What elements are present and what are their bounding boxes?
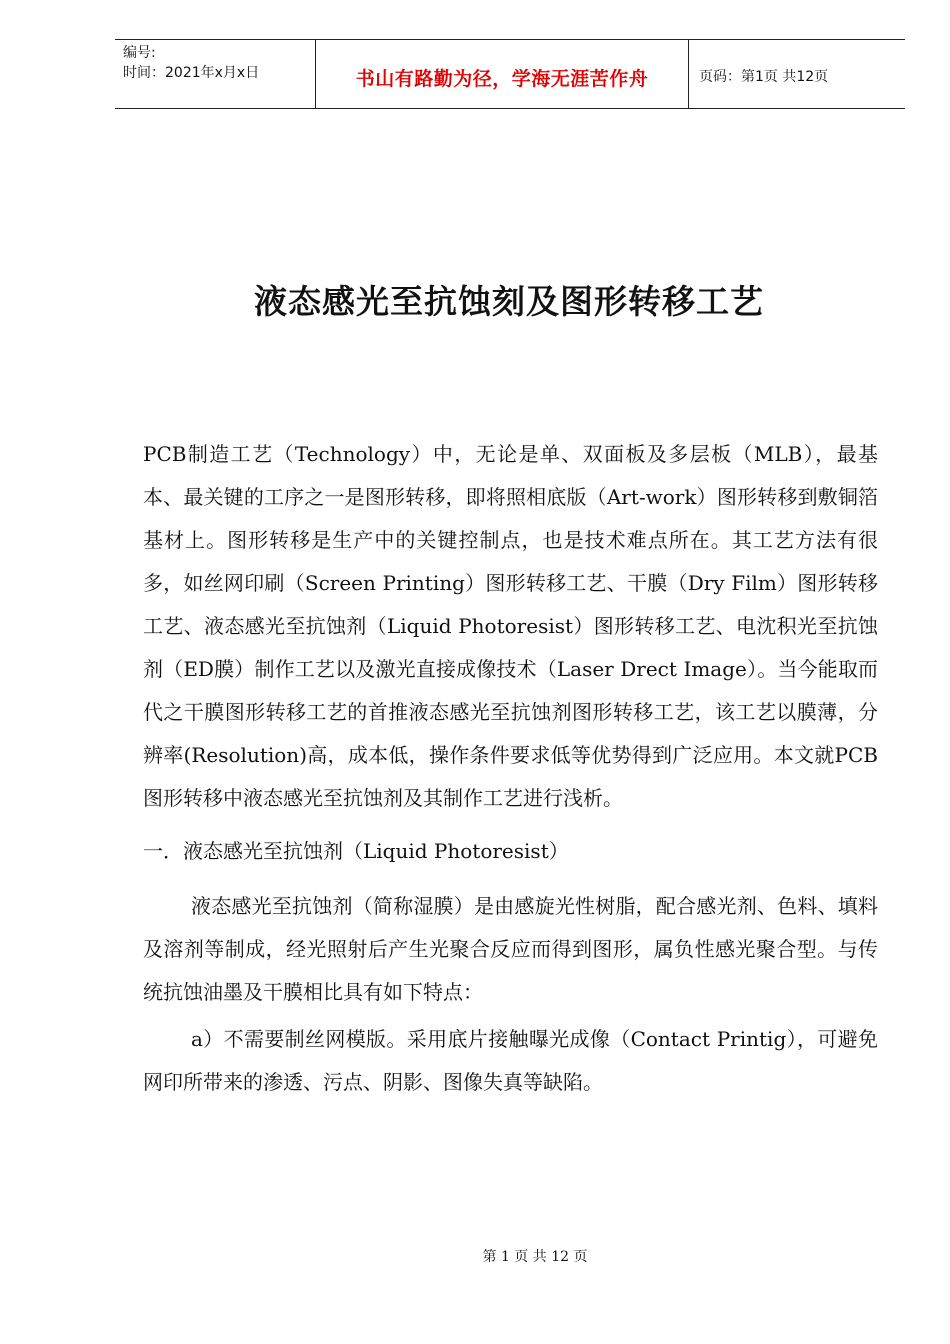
number-label: 编号:	[123, 45, 156, 61]
intro-paragraph: PCB制造工艺（Technology）中，无论是单、双面板及多层板（MLB），最基本、最关键的工序之一是图形转移，即将照相底版（Art-work）图形转移到敷铜箔基材上。图形转移是生产中的关键控制点，也是技术难点所在。其工艺方法有很多，如丝网印刷（Screen Printing）图形转移工艺、干膜（Dry Film）图形转移工艺、液态感光至抗蚀剂（Liquid Photoresist）图形转移工艺、电沈积光至抗蚀剂（ED膜）制作工艺以及激光直接成像技术（Laser Drect Image）。当今能取而代之干膜图形转移工艺的首推液态感光至抗蚀剂图形转移工艺，该工艺以膜薄，分辨率(Resolution)高，成本低，操作条件要求低等优势得到广泛应用。本文就PCB图形转移中液态感光至抗蚀剂及其制作工艺进行浅析。	[143, 442, 878, 810]
header-motto-cell	[315, 40, 689, 108]
document-body	[143, 433, 878, 1104]
description-paragraph: 液态感光至抗蚀剂（简称湿膜）是由感旋光性树脂，配合感光剂、色料、填料及溶剂等制成，经光照射后产生光聚合反应而得到图形，属负性感光聚合型。与传统抗蚀油墨及干膜相比具有如下特点：	[143, 894, 878, 1004]
section-heading: 一．液态感光至抗蚀剂（Liquid Photoresist）	[143, 839, 569, 863]
list-item-a: a）不需要制丝网模版。采用底片接触曝光成像（Contact Printig），可避免网印所带来的渗透、污点、阴影、图像失真等缺陷。	[143, 1027, 878, 1094]
document-header	[115, 39, 905, 109]
time-label: 时间：2021年x月x日	[123, 65, 260, 81]
header-page-cell	[689, 40, 905, 108]
header-meta-cell	[115, 40, 315, 108]
page-info: 页码：第1页 共12页	[699, 69, 829, 85]
document-title: 液态感光至抗蚀刻及图形转移工艺	[254, 282, 764, 321]
motto-text: 书山有路勤为径，学海无涯苦作舟	[355, 68, 649, 90]
page-footer: 第 1 页 共 12 页	[482, 1249, 588, 1265]
